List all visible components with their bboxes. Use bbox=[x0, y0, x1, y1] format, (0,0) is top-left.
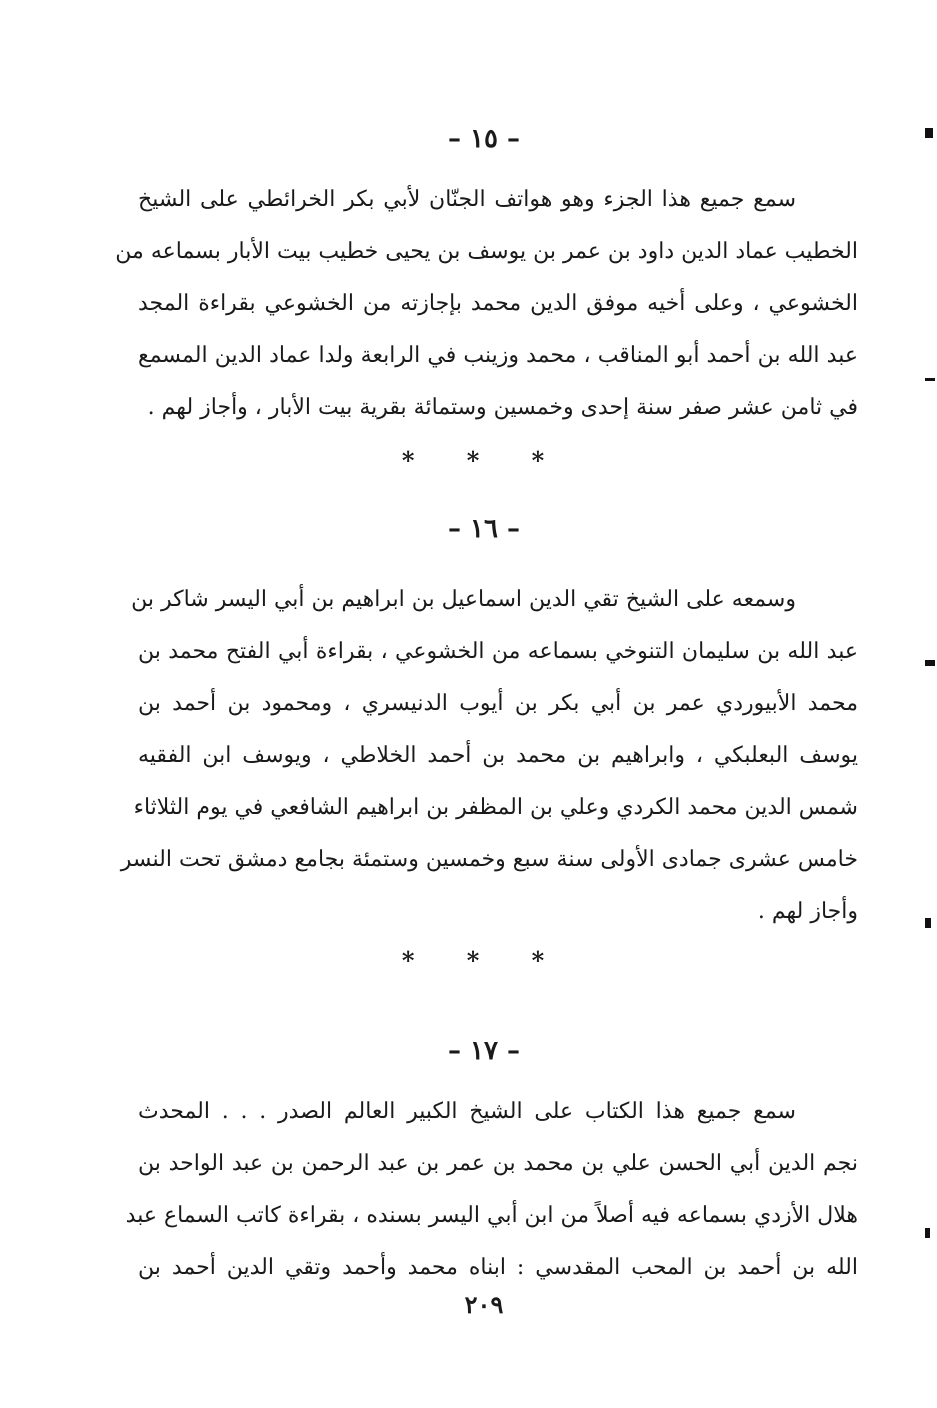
section-number-17: – ١٧ – bbox=[447, 1036, 521, 1066]
text-line: خامس عشرى جمادى الأولى سنة سبع وخمسين وستمئة بجامع دمشق تحت النسر bbox=[120, 847, 858, 872]
scan-margin-mark bbox=[925, 918, 931, 928]
text-line: سمع جميع هذا الكتاب على الشيخ الكبير العالم الصدر . . . المحدث bbox=[138, 1099, 796, 1124]
text-line: عبد الله بن سليمان التنوخي بسماعه من الخشوعي ، بقراءة أبي الفتح محمد بن bbox=[138, 639, 858, 664]
section-15-paragraph bbox=[115, 174, 858, 434]
section-separator: * * * bbox=[401, 946, 567, 975]
text-line: وأجاز لهم . bbox=[757, 899, 858, 924]
section-number-15: – ١٥ – bbox=[447, 124, 521, 154]
scan-margin-mark bbox=[925, 378, 935, 381]
section-17-paragraph bbox=[125, 1086, 858, 1294]
scan-margin-mark bbox=[925, 1228, 930, 1238]
scan-margin-mark bbox=[925, 660, 935, 666]
text-line: يوسف البعلبكي ، وابراهيم بن محمد بن أحمد الخلاطي ، ويوسف ابن الفقيه bbox=[138, 743, 858, 768]
text-line: هلال الأزدي بسماعه فيه أصلاً من ابن أبي اليسر بسنده ، بقراءة كاتب السماع عبد bbox=[125, 1203, 858, 1228]
text-line: الخطيب عماد الدين داود بن عمر بن يوسف بن يحيى خطيب بيت الأبار بسماعه من bbox=[115, 239, 858, 264]
text-line: نجم الدين أبي الحسن علي بن محمد بن عمر بن عبد الرحمن بن عبد الواحد بن bbox=[138, 1151, 858, 1176]
text-line: سمع جميع هذا الجزء وهو هواتف الجنّان لأبي بكر الخرائطي على الشيخ bbox=[138, 187, 796, 212]
section-16-paragraph bbox=[120, 574, 858, 938]
section-number-16: – ١٦ – bbox=[447, 514, 521, 544]
page-number: ٢٠٩ bbox=[464, 1290, 504, 1319]
text-line: الله بن أحمد بن المحب المقدسي : ابناه محمد وأحمد وتقي الدين أحمد بن bbox=[138, 1255, 858, 1280]
text-line: في ثامن عشر صفر سنة إحدى وخمسين وستمائة بقرية بيت الأبار ، وأجاز لهم . bbox=[147, 395, 858, 420]
text-line: محمد الأبيوردي عمر بن أبي بكر بن أيوب الدنيسري ، ومحمود بن أحمد بن bbox=[138, 691, 858, 716]
scan-margin-mark bbox=[925, 128, 933, 138]
section-separator: * * * bbox=[401, 446, 567, 475]
text-line: الخشوعي ، وعلى أخيه موفق الدين محمد بإجازته من الخشوعي بقراءة المجد bbox=[138, 291, 858, 316]
text-line: عبد الله بن أحمد أبو المناقب ، محمد وزينب في الرابعة ولدا عماد الدين المسمع bbox=[138, 343, 858, 368]
text-line: شمس الدين محمد الكردي وعلي بن المظفر بن ابراهيم الشافعي في يوم الثلاثاء bbox=[133, 795, 858, 820]
text-line: وسمعه على الشيخ تقي الدين اسماعيل بن ابراهيم بن أبي اليسر شاكر بن bbox=[131, 587, 796, 612]
